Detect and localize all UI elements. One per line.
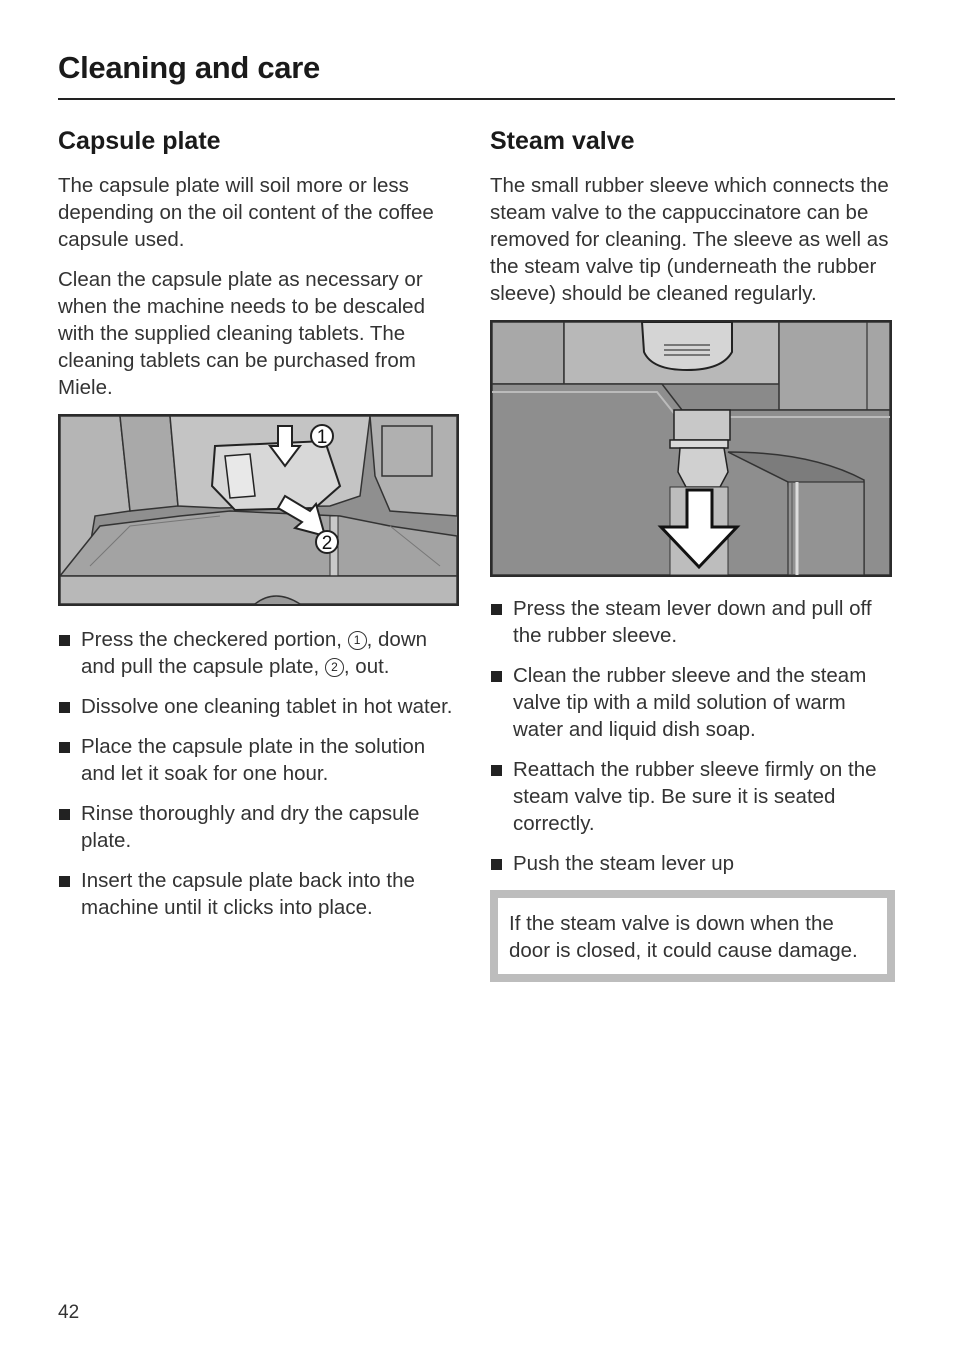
warning-box xyxy=(490,890,895,982)
bullet-square xyxy=(491,859,502,870)
list-item xyxy=(490,595,895,649)
list-item xyxy=(58,693,463,720)
list-item xyxy=(58,626,463,680)
bullet-square xyxy=(491,604,502,615)
bullet-square xyxy=(59,702,70,713)
warning-text: If the steam valve is down when the door is closed, it could cause damage. xyxy=(509,912,858,962)
list-item xyxy=(58,800,463,854)
title-divider xyxy=(58,98,895,100)
step-text: , out. xyxy=(343,655,390,678)
callout-1-label: 1 xyxy=(316,427,328,448)
step-text: Rinse thoroughly and dry the capsule plate. xyxy=(81,802,420,852)
list-item xyxy=(490,850,895,877)
page-title: Cleaning and care xyxy=(58,50,320,85)
bullet-square xyxy=(59,809,70,820)
step-text: Press the checkered portion, xyxy=(81,628,348,651)
bullet-square xyxy=(59,876,70,887)
capsule-plate-section xyxy=(58,124,463,934)
capsule-plate-drawing xyxy=(60,416,457,604)
capsule-plate-illustration xyxy=(58,414,459,606)
step-text: Clean the rubber sleeve and the steam valve tip with a mild solution of warm water and liquid dish soap. xyxy=(513,664,867,741)
list-item xyxy=(58,867,463,921)
step-text: , down and pull the capsule plate, xyxy=(81,628,428,678)
steam-valve-heading: Steam valve xyxy=(490,127,635,155)
steam-valve-section xyxy=(490,124,895,982)
steam-valve-illustration xyxy=(490,320,892,577)
step-text: Press the steam lever down and pull off the rubber sleeve. xyxy=(513,597,872,647)
list-item xyxy=(490,756,895,837)
list-item xyxy=(490,662,895,743)
capsule-plate-heading: Capsule plate xyxy=(58,127,221,155)
callout-2-label: 2 xyxy=(321,533,333,554)
bullet-square xyxy=(59,742,70,753)
bullet-square xyxy=(491,671,502,682)
steam-valve-drawing xyxy=(492,322,890,575)
page-number: 42 xyxy=(58,1302,80,1323)
step-text: Reattach the rubber sleeve firmly on the steam valve tip. Be sure it is seated correctly. xyxy=(513,758,877,835)
list-item xyxy=(58,733,463,787)
step-text: Place the capsule plate in the solution and let it soak for one hour. xyxy=(81,735,426,785)
step-text: Insert the capsule plate back into the machine until it clicks into place. xyxy=(81,869,415,919)
ref-number-2: 2 xyxy=(325,658,344,677)
bullet-square xyxy=(59,635,70,646)
bullet-square xyxy=(491,765,502,776)
capsule-plate-paragraph-2: Clean the capsule plate as necessary or when the machine needs to be descaled with the supplied cleaning tablets. The cleaning tablets can be purchased from Miele. xyxy=(58,268,425,399)
capsule-plate-paragraph-1: The capsule plate will soil more or less depending on the oil content of the coffee capsule used. xyxy=(58,174,434,251)
step-text: Push the steam lever up xyxy=(513,852,735,875)
capsule-plate-steps xyxy=(58,626,463,921)
ref-number-1: 1 xyxy=(348,631,367,650)
steam-valve-steps xyxy=(490,595,895,877)
step-text: Dissolve one cleaning tablet in hot water. xyxy=(81,695,453,718)
steam-valve-paragraph: The small rubber sleeve which connects the steam valve to the cappuccinatore can be removed for cleaning. The sleeve as well as the steam valve tip (underneath the rubber sleeve) should be cleaned regularly. xyxy=(490,174,889,305)
